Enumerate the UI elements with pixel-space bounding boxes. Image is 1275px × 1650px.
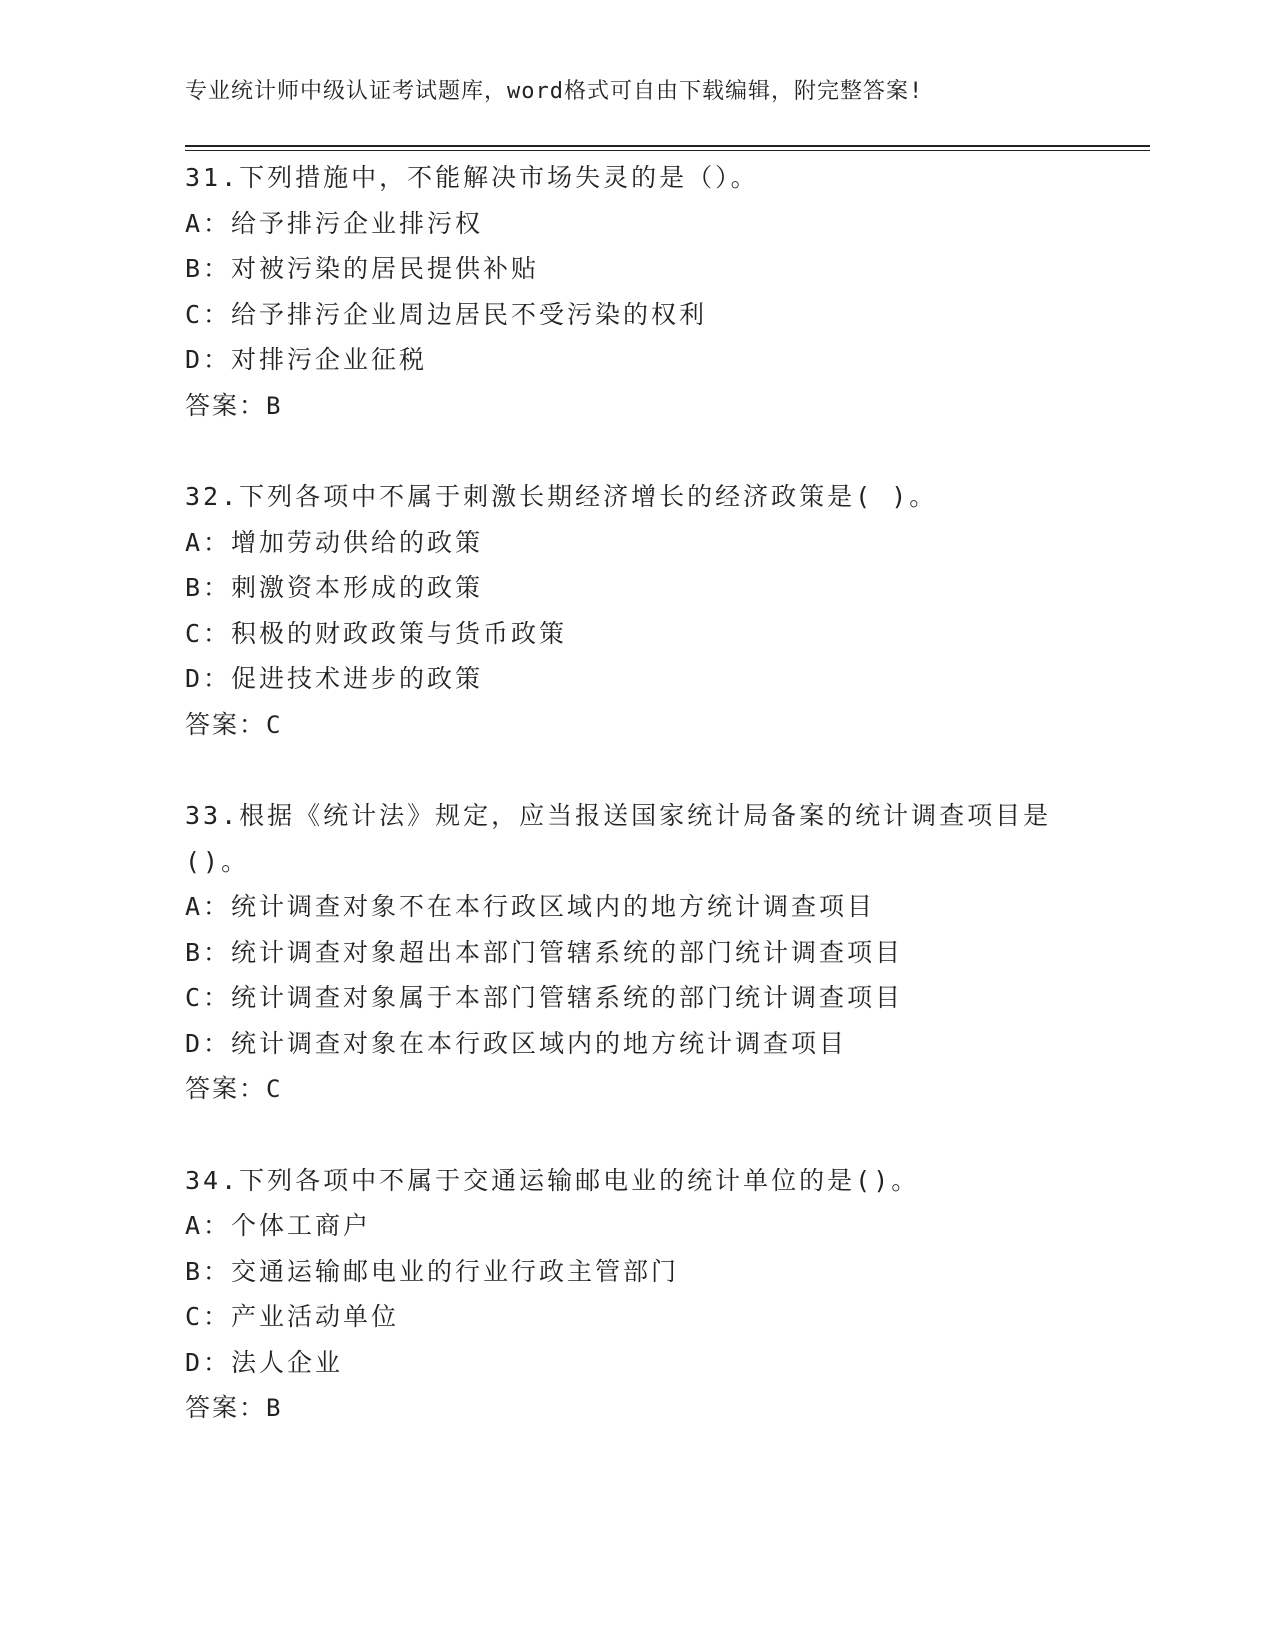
- question-stem: 33.根据《统计法》规定，应当报送国家统计局备案的统计调查项目是()。: [185, 801, 1052, 876]
- question-stem: 34.下列各项中不属于交通运输邮电业的统计单位的是()。: [185, 1165, 920, 1195]
- answer-value: B: [266, 1394, 284, 1422]
- answer-label: 答案：: [185, 390, 267, 420]
- option-a: A：增加劳动供给的政策: [185, 527, 484, 557]
- option-b: B：对被污染的居民提供补贴: [185, 254, 540, 283]
- answer-label: 答案：: [185, 709, 267, 739]
- answer-line: [185, 383, 1085, 430]
- option-a: A：统计调查对象不在本行政区域内的地方统计调查项目: [185, 892, 876, 921]
- question-34: [185, 1158, 1085, 1432]
- option-c: C：统计调查对象属于本部门管辖系统的部门统计调查项目: [185, 983, 904, 1012]
- answer-label: 答案：: [185, 1074, 267, 1103]
- document-header: 专业统计师中级认证考试题库，word格式可自由下载编辑，附完整答案!: [185, 79, 924, 104]
- option-d: D：统计调查对象在本行政区域内的地方统计调查项目: [185, 1028, 848, 1058]
- answer-line: [185, 1066, 1085, 1113]
- option-c: C：产业活动单位: [185, 1302, 400, 1331]
- option-d: D：法人企业: [185, 1347, 344, 1377]
- option-c: C：给予排污企业周边居民不受污染的权利: [185, 299, 708, 329]
- option-b: B：统计调查对象超出本部门管辖系统的部门统计调查项目: [185, 937, 904, 967]
- option-b: B：刺激资本形成的政策: [185, 573, 484, 602]
- option-c: C：积极的财政政策与货币政策: [185, 618, 568, 648]
- option-a: A：给予排污企业排污权: [185, 208, 484, 238]
- option-a: A：个体工商户: [185, 1211, 372, 1240]
- answer-value: B: [266, 391, 284, 420]
- option-d: D：对排污企业征税: [185, 345, 428, 374]
- header-divider: [185, 145, 1150, 147]
- answer-label: 答案：: [185, 1393, 267, 1422]
- question-31: [185, 155, 1085, 429]
- question-list: [185, 155, 1085, 1477]
- question-32: [185, 474, 1085, 748]
- header-divider-thin: [185, 150, 1150, 151]
- question-stem: 31.下列措施中，不能解决市场失灵的是（）。: [185, 163, 759, 192]
- answer-line: [185, 702, 1085, 749]
- option-d: D：促进技术进步的政策: [185, 664, 484, 693]
- question-stem: 32.下列各项中不属于刺激长期经济增长的经济政策是( )。: [185, 482, 938, 511]
- option-b: B：交通运输邮电业的行业行政主管部门: [185, 1256, 680, 1286]
- answer-line: [185, 1385, 1085, 1432]
- question-33: [185, 793, 1085, 1113]
- answer-value: C: [266, 710, 284, 739]
- answer-value: C: [266, 1075, 284, 1103]
